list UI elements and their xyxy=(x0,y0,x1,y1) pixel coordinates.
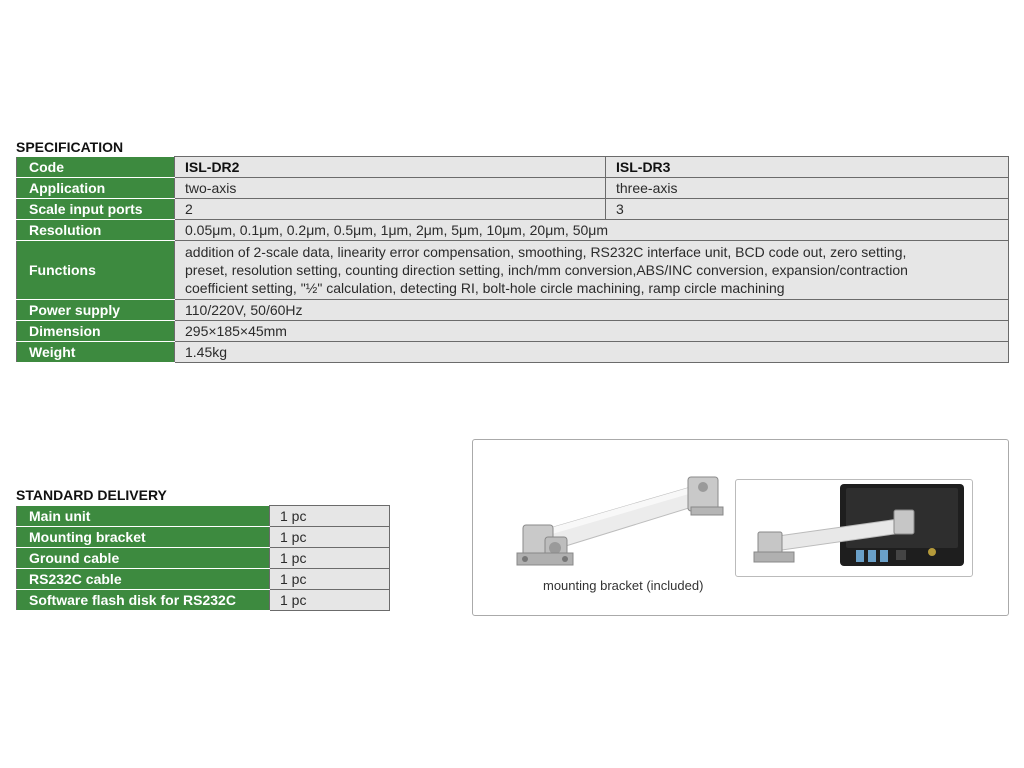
table-row xyxy=(17,321,1009,342)
spec-value-dimension: 295×185×45mm xyxy=(175,321,1009,342)
table-row xyxy=(17,220,1009,241)
spec-value-weight: 1.45kg xyxy=(175,342,1009,363)
delivery-label: Software flash disk for RS232C xyxy=(17,590,270,611)
spec-value-ports-dr2: 2 xyxy=(175,199,606,220)
delivery-qty: 1 pc xyxy=(270,590,390,611)
table-row xyxy=(17,506,390,527)
spec-label-power-supply: Power supply xyxy=(17,300,175,321)
table-row xyxy=(17,590,390,611)
delivery-qty: 1 pc xyxy=(270,527,390,548)
spec-value-resolution: 0.05μm, 0.1μm, 0.2μm, 0.5μm, 1μm, 2μm, 5μm, 10μm, 20μm, 50μm xyxy=(175,220,1009,241)
image-caption: mounting bracket (included) xyxy=(543,578,704,593)
delivery-label: RS232C cable xyxy=(17,569,270,590)
delivery-label: Ground cable xyxy=(17,548,270,569)
device-photo-frame xyxy=(735,479,973,577)
table-row xyxy=(17,199,1009,220)
table-row xyxy=(17,569,390,590)
spec-header-isl-dr2: ISL-DR2 xyxy=(175,157,606,178)
delivery-label: Main unit xyxy=(17,506,270,527)
functions-line: preset, resolution setting, counting direction setting, inch/mm conversion,ABS/INC conversion, expansion/contraction xyxy=(185,262,908,278)
delivery-qty: 1 pc xyxy=(270,569,390,590)
product-image-panel xyxy=(472,439,1009,616)
delivery-table xyxy=(16,505,390,611)
table-row xyxy=(17,342,1009,363)
spec-label-resolution: Resolution xyxy=(17,220,175,241)
delivery-qty: 1 pc xyxy=(270,548,390,569)
spec-value-functions xyxy=(175,241,1009,300)
spec-value-application-dr2: two-axis xyxy=(175,178,606,199)
table-row xyxy=(17,241,1009,300)
device-with-bracket-image xyxy=(736,480,972,576)
table-row xyxy=(17,157,1009,178)
spec-label-dimension: Dimension xyxy=(17,321,175,342)
spec-label-functions: Functions xyxy=(17,241,175,300)
table-row xyxy=(17,527,390,548)
spec-value-ports-dr3: 3 xyxy=(606,199,1009,220)
specification-table xyxy=(16,156,1009,363)
spec-label-application: Application xyxy=(17,178,175,199)
spec-label-code: Code xyxy=(17,157,175,178)
spec-label-scale-input-ports: Scale input ports xyxy=(17,199,175,220)
table-row xyxy=(17,300,1009,321)
spec-value-power-supply: 110/220V, 50/60Hz xyxy=(175,300,1009,321)
table-row xyxy=(17,548,390,569)
specification-title: SPECIFICATION xyxy=(16,139,124,155)
mounting-bracket-image xyxy=(493,445,733,575)
spec-label-weight: Weight xyxy=(17,342,175,363)
spec-header-isl-dr3: ISL-DR3 xyxy=(606,157,1009,178)
delivery-label: Mounting bracket xyxy=(17,527,270,548)
table-row xyxy=(17,178,1009,199)
functions-line: addition of 2-scale data, linearity error compensation, smoothing, RS232C interface unit, BCD code out, zero setting, xyxy=(185,244,907,260)
functions-line: coefficient setting, "½" calculation, detecting RI, bolt-hole circle machining, ramp circle machining xyxy=(185,280,785,296)
standard-delivery-title: STANDARD DELIVERY xyxy=(16,487,167,503)
delivery-qty: 1 pc xyxy=(270,506,390,527)
spec-value-application-dr3: three-axis xyxy=(606,178,1009,199)
